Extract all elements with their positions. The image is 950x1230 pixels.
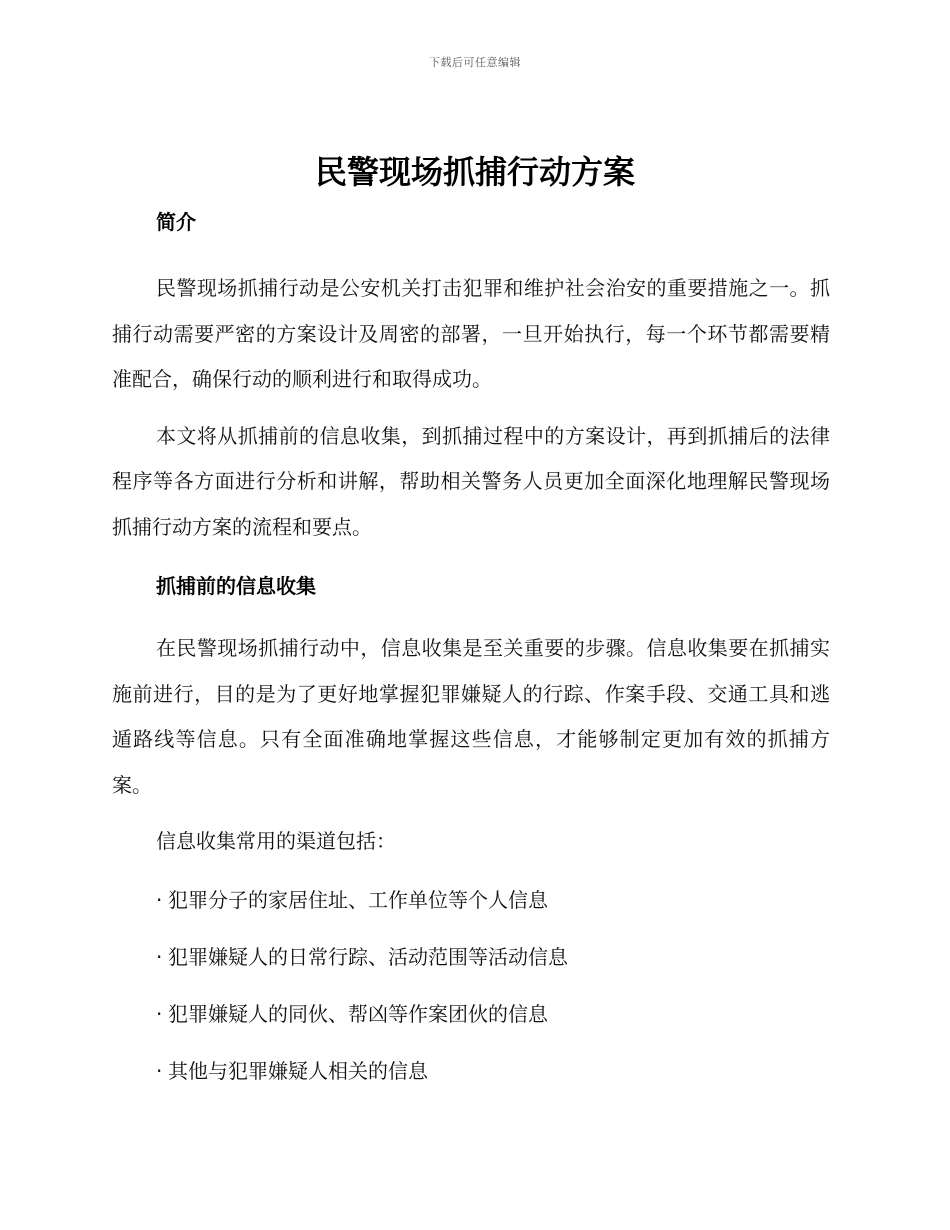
list-item-text: 犯罪分子的家居住址、工作单位等个人信息: [168, 887, 548, 912]
section-heading-intro: 简介: [156, 210, 196, 234]
list-item: [112, 997, 830, 1031]
list-item: [112, 883, 830, 917]
header-note: 下载后可任意编辑: [429, 56, 521, 69]
list-item: [112, 1054, 830, 1088]
list-item-text: 其他与犯罪嫌疑人相关的信息: [168, 1058, 428, 1083]
bullet-marker: ·: [156, 944, 163, 969]
bullet-marker: ·: [156, 1001, 163, 1026]
document-body: [112, 205, 830, 1088]
paragraph: 在民警现场抓捕行动中，信息收集是至关重要的步骤。信息收集要在抓捕实施前进行，目的是为了更好地掌握犯罪嫌疑人的行踪、作案手段、交通工具和逃遁路线等信息。只有全面准确地掌握这些信息，才能够制定更加有效的抓捕方案。: [112, 636, 830, 797]
paragraph: 信息收集常用的渠道包括：: [156, 829, 396, 853]
list-item-text: 犯罪嫌疑人的日常行踪、活动范围等活动信息: [168, 944, 568, 969]
paragraph: 民警现场抓捕行动是公安机关打击犯罪和维护社会治安的重要措施之一。抓捕行动需要严密的方案设计及周密的部署，一旦开始执行，每一个环节都需要精准配合，确保行动的顺利进行和取得成功。: [112, 276, 830, 391]
bullet-marker: ·: [156, 887, 163, 912]
document-title: 民警现场抓捕行动方案: [314, 153, 635, 191]
list-item-text: 犯罪嫌疑人的同伙、帮凶等作案团伙的信息: [168, 1001, 548, 1026]
section-heading-info-collection: 抓捕前的信息收集: [156, 574, 316, 598]
list-item: [112, 940, 830, 974]
paragraph: 本文将从抓捕前的信息收集，到抓捕过程中的方案设计，再到抓捕后的法律程序等各方面进行分析和讲解，帮助相关警务人员更加全面深化地理解民警现场抓捕行动方案的流程和要点。: [112, 423, 830, 539]
bullet-list: [112, 883, 830, 1088]
bullet-marker: ·: [156, 1058, 163, 1083]
